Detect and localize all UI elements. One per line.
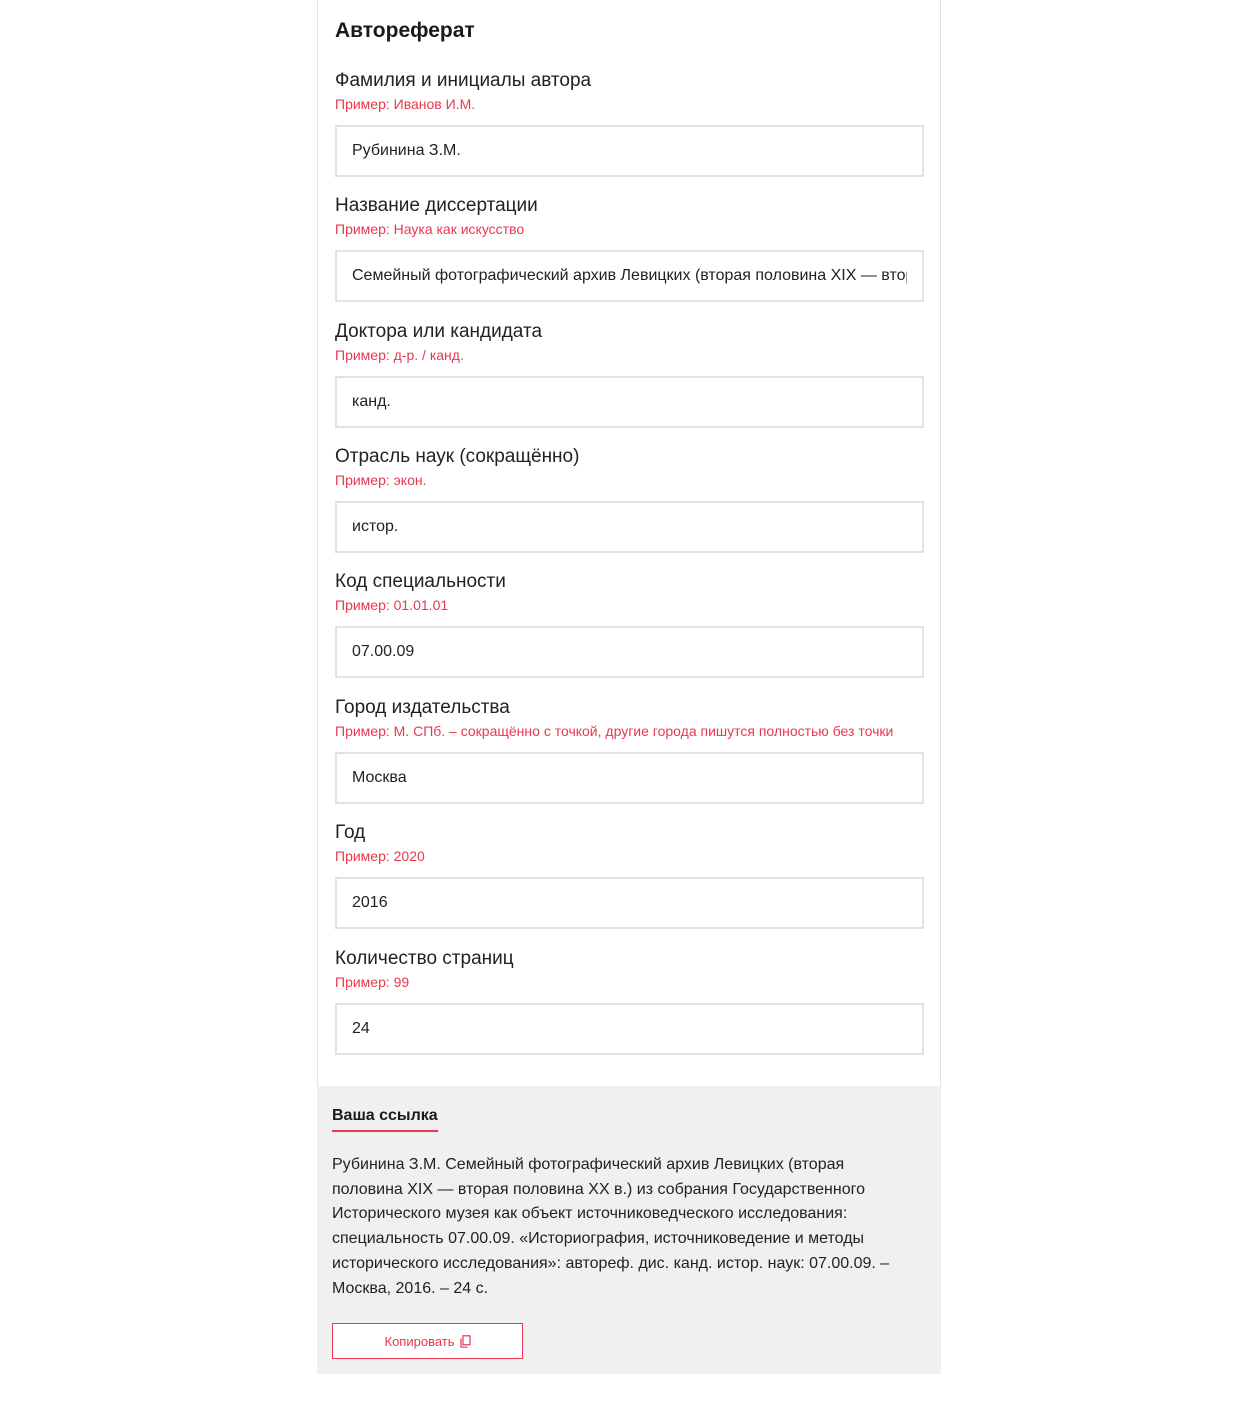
author-label: Фамилия и инициалы автора: [335, 70, 592, 91]
degree-field-group: [335, 320, 924, 432]
city-label: Город издательства: [335, 697, 510, 718]
year-hint: Пример: 2020: [335, 848, 425, 864]
result-title: Ваша ссылка: [332, 1105, 438, 1132]
specialty-code-field-group: [335, 570, 924, 682]
dissertation-title-label: Название диссертации: [335, 195, 538, 216]
city-field-group: [335, 696, 924, 808]
author-field-group: [335, 69, 924, 181]
city-input[interactable]: [335, 752, 924, 804]
city-hint: Пример: М. СПб. – сокращённо с точкой, другие города пишутся полностью без точки: [335, 723, 894, 739]
science-branch-input[interactable]: [335, 501, 924, 553]
science-branch-hint: Пример: экон.: [335, 472, 427, 488]
specialty-code-input[interactable]: [335, 626, 924, 678]
year-field-group: [335, 821, 924, 933]
specialty-code-hint: Пример: 01.01.01: [335, 597, 449, 613]
page-count-hint: Пример: 99: [335, 974, 410, 990]
degree-hint: Пример: д-р. / канд.: [335, 347, 464, 363]
copy-button-label: Копировать: [384, 1333, 455, 1349]
year-label: Год: [335, 822, 366, 843]
page-count-input[interactable]: [335, 1003, 924, 1055]
form-title: Автореферат: [335, 19, 475, 42]
form-panel: [317, 0, 941, 1086]
science-branch-field-group: [335, 445, 924, 557]
year-input[interactable]: [335, 877, 924, 929]
specialty-code-label: Код специальности: [335, 571, 506, 592]
citation-text: Рубинина З.М. Семейный фотографический архив Левицких (вторая половина XIX — вторая половина XX в.) из собрания Государственного Исторического музея как объект источниковедческого исследования: специальность 07.00.09. «Историография, источниковедение и методы исторического исследования»: автореф. дис. канд. истор. наук: 07.00.09. – Москва, 2016. – 24 с.: [332, 1156, 890, 1297]
dissertation-title-hint: Пример: Наука как искусство: [335, 221, 525, 237]
citation-result-panel: [317, 1086, 941, 1374]
degree-label: Доктора или кандидата: [335, 321, 543, 342]
copy-icon: [460, 1335, 471, 1348]
page-count-label: Количество страниц: [335, 948, 514, 969]
page-count-field-group: [335, 947, 924, 1059]
author-input[interactable]: [335, 125, 924, 177]
dissertation-title-input[interactable]: [335, 250, 924, 302]
copy-button[interactable]: [332, 1323, 523, 1359]
author-hint: Пример: Иванов И.М.: [335, 96, 476, 112]
science-branch-label: Отрасль наук (сокращённо): [335, 446, 580, 467]
degree-input[interactable]: [335, 376, 924, 428]
dissertation-title-field-group: [335, 194, 924, 306]
